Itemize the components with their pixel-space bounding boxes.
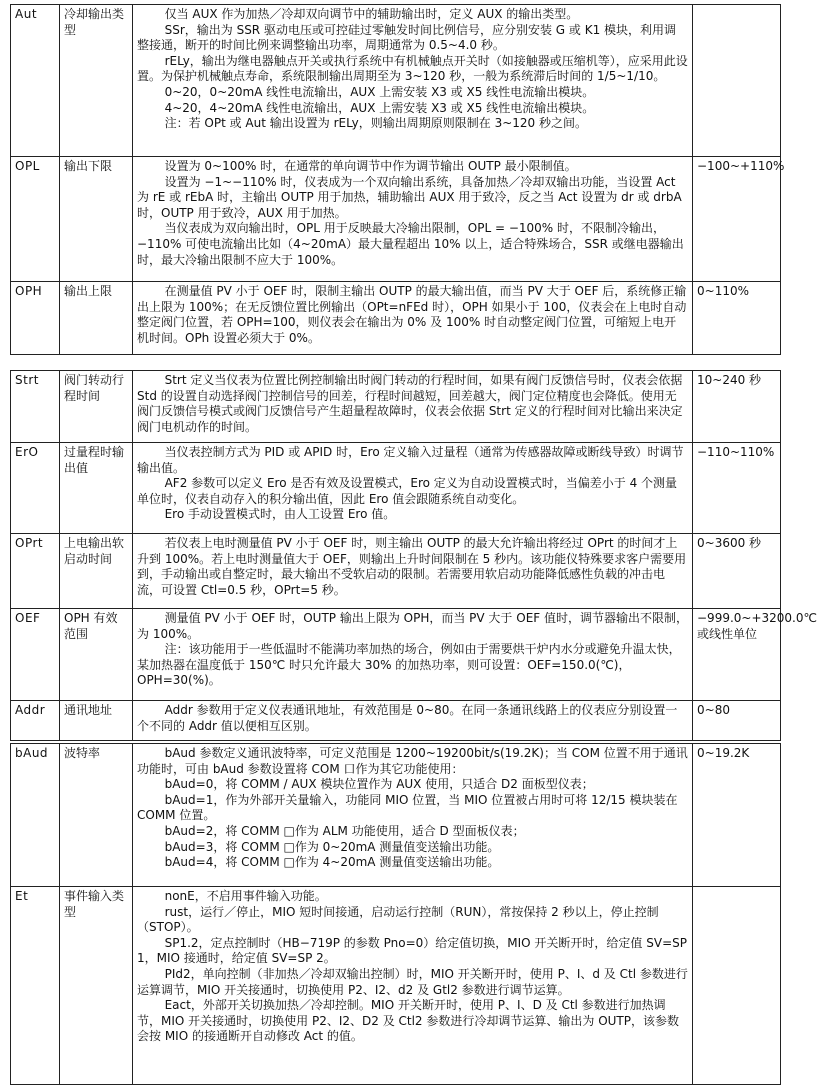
param-description: 设置为 0~100% 时，在通常的单向调节中作为调节输出 OUTP 最小限制值。 设置为 −1~−110% 时，仪表成为一个双向输出系统，具备加热／冷却双输出功能，当设置 Act 为 rE 或 rEbA 时，主输出 OUTP 用于加热，辅助输出 AUX 用于致冷，反之当 Act 设置为 dr 或 drbA 时，OUTP 用于致冷，AUX 用于加热。 当仪表成为双向输出时，OPL 用于反映最大冷输出限制，OPL = −100% 时，不限制冷输出，−110% 可使电流输出比如（4~20mA）最大量程超出 10% 以上，适合特殊场合，SSR 或继电器输出时，最大冷输出限制不应大于 100%。 [133, 157, 693, 282]
param-description: 当仪表控制方式为 PID 或 APID 时，Ero 定义输入过量程（通常为传感器故障或断线导致）时调节输出值。 AF2 参数可以定义 Ero 是否有效及设置模式，Ero 定义为自动设置模式时，当偏差小于 4 个测量单位时，仪表自动存入的积分输出值，因此 Ero 值会跟随系统自动变化。 Ero 手动设置模式时，由人工设置 Ero 值。 [133, 443, 693, 534]
param-range: −100~+110% [693, 157, 781, 282]
table-row [11, 443, 781, 534]
table-row [11, 534, 781, 609]
param-name: 冷却输出类型 [60, 5, 133, 157]
param-code: OPrt [11, 534, 60, 609]
table-row [11, 887, 781, 1085]
table-row [11, 744, 781, 887]
table-row [11, 701, 781, 741]
param-description: 若仪表上电时测量值 PV 小于 OEF 时，则主输出 OUTP 的最大允许输出将经过 OPrt 的时间才上升到 100%。若上电时测量值大于 OEF，则输出上升时间限制在 5 秒内。该功能仪特殊要求客户需要用到，手动输出或自整定时，最大输出不受软启动的限制。若需要用软启动功能降低感性负载的冲击电流，可设置 Ctl=0.5 秒，OPrt=5 秒。 [133, 534, 693, 609]
param-description: 测量值 PV 小于 OEF 时，OUTP 输出上限为 OPH，而当 PV 大于 OEF 值时，调节器输出不限制，为 100%。 注：该功能用于一些低温时不能满功率加热的场合，例如由于需要烘干炉内水分或避免升温太快，某加热器在温度低于 150℃ 时只允许最大 30% 的加热功率，则可设置：OEF=150.0(℃)，OPH=30(%)。 [133, 609, 693, 701]
table-row [11, 282, 781, 355]
param-name: OPH 有效范围 [60, 609, 133, 701]
param-code: Et [11, 887, 60, 1085]
param-code: ErO [11, 443, 60, 534]
param-description: Strt 定义当仪表为位置比例控制输出时阀门转动的行程时间，如果有阀门反馈信号时，仪表会依据 Std 的设置自动选择阀门控制信号的回差，行程时间越短，回差越大，阀门定位精度也会降低。使用无阀门反馈信号模式或阀门反馈信号产生超量程故障时，仪表会依据 Strt 定义的行程时间对比输出来决定阀门电机动作的时间。 [133, 371, 693, 443]
param-description: 在测量值 PV 小于 OEF 时，限制主输出 OUTP 的最大输出值，而当 PV 大于 OEF 后，系统修正输出上限为 100%；在无反馈位置比例输出（OPt=nFEd 时），OPH 如果小于 100，仪表会在上电时自动整定阀门位置，若 OPH=100，则仪表会在输出为 0% 及 100% 时自动整定阀门位置，可缩短上电开机时间。OPh 设置必须大于 0%。 [133, 282, 693, 355]
param-code: OEF [11, 609, 60, 701]
param-name: 输出下限 [60, 157, 133, 282]
param-name: 阀门转动行程时间 [60, 371, 133, 443]
table-row [11, 157, 781, 282]
param-range: 0~3600 秒 [693, 534, 781, 609]
param-range: 0~80 [693, 701, 781, 741]
param-range: 0~19.2K [693, 744, 781, 887]
param-range: 10~240 秒 [693, 371, 781, 443]
table-row [11, 371, 781, 443]
table-row [11, 5, 781, 157]
param-description: 仅当 AUX 作为加热／冷却双向调节中的辅助输出时，定义 AUX 的输出类型。 SSr，输出为 SSR 驱动电压或可控硅过零触发时间比例信号，应分别安装 G 或 K1 模块，利用调整接通，断开的时间比例来调整输出功率，周期通常为 0.5~4.0 秒。 rELy，输出为继电器触点开关或执行系统中有机械触点开关时（如接触器或压缩机等），应采用此设置。为保护机械触点寿命，系统限制输出周期至为 3~120 秒，一般为系统滞后时间的 1/5~1/10。 0~20，0~20mA 线性电流输出，AUX 上需安装 X3 或 X5 线性电流输出模块。 4~20，4~20mA 线性电流输出，AUX 上需安装 X3 或 X5 线性电流输出模块。 注：若 OPt 或 Aut 输出设置为 rELy，则输出周期原则限制在 3~120 秒之间。 [133, 5, 693, 157]
param-name: 上电输出软启动时间 [60, 534, 133, 609]
param-name: 通讯地址 [60, 701, 133, 741]
param-range: −999.0~+3200.0℃或线性单位 [693, 609, 781, 701]
param-table-1 [10, 4, 785, 355]
param-name: 过量程时输出值 [60, 443, 133, 534]
param-name: 波特率 [60, 744, 133, 887]
param-description: nonE，不启用事件输入功能。 rust，运行／停止，MIO 短时间接通，启动运行控制（RUN），常按保持 2 秒以上，停止控制（STOP）。 SP1.2，定点控制时（HB−719P 的参数 Pno=0）给定值切换，MIO 开关断开时，给定值 SV=SP 1，MIO 接通时，给定值 SV=SP 2。 PId2，单向控制（非加热／冷却双输出控制）时，MIO 开关断开时，使用 P、I、d 及 Ctl 参数进行运算调节，MIO 开关接通时，切换使用 P2、I2、d2 及 Gtl2 参数进行调节运算。 Eact，外部开关切换加热／冷却控制。MIO 开关断开时，使用 P、I、D 及 Ctl 参数进行加热调节，MIO 开关接通时，切换使用 P2、I2、D2 及 Ctl2 参数进行冷却调节运算、输出为 OUTP，该参数会按 MIO 的接通断开自动修改 Act 的值。 [133, 887, 693, 1085]
table-row [11, 609, 781, 701]
param-range: 0~110% [693, 282, 781, 355]
param-range [693, 887, 781, 1085]
param-description: bAud 参数定义通讯波特率，可定义范围是 1200~19200bit/s(19.2K)；当 COM 位置不用于通讯功能时，可由 bAud 参数设置将 COM 口作为其它功能使用： bAud=0，将 COMM / AUX 模块位置作为 AUX 使用，只适合 D2 面板型仪表； bAud=1，作为外部开关量输入，功能同 MIO 位置，当 MIO 位置被占用时可将 12/15 模块装在 COMM 位置。 bAud=2，将 COMM □作为 ALM 功能使用，适合 D 型面板仪表； bAud=3，将 COMM □作为 0~20mA 测量值变送输出功能。 bAud=4，将 COMM □作为 4~20mA 测量值变送输出功能。 [133, 744, 693, 887]
param-description: Addr 参数用于定义仪表通讯地址，有效范围是 0~80。在同一条通讯线路上的仪表应分别设置一个不同的 Addr 值以便相互区别。 [133, 701, 693, 741]
param-code: OPL [11, 157, 60, 282]
param-code: Addr [11, 701, 60, 741]
param-range: −110~110% [693, 443, 781, 534]
param-code: bAud [11, 744, 60, 887]
param-range [693, 5, 781, 157]
param-code: Strt [11, 371, 60, 443]
param-code: Aut [11, 5, 60, 157]
param-name: 事件输入类型 [60, 887, 133, 1085]
param-code: OPH [11, 282, 60, 355]
param-name: 输出上限 [60, 282, 133, 355]
param-table-3 [10, 743, 781, 1085]
param-table-2 [10, 370, 817, 741]
